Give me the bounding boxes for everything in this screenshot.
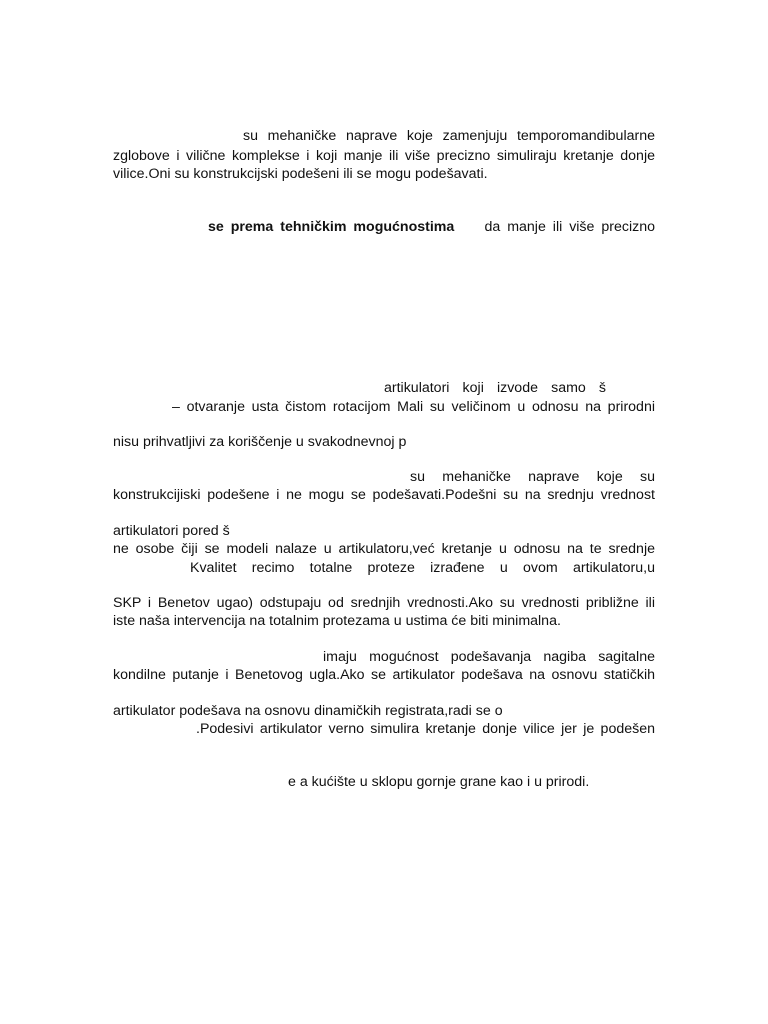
para6-line2: ne osobe čiji se modeli nalaze u artikulatoru,već kretanje u odnosu na te srednje: [113, 541, 655, 557]
para1-line2: zglobove i vilične komplekse i koji manje ili više precizno simuliraju kretanje donje: [113, 148, 655, 164]
para1-line1: su mehaničke naprave koje zamenjuju temporomandibularne: [243, 128, 655, 144]
para9-line1: artikulator podešava na osnovu dinamičkih registrata,radi se o: [113, 703, 503, 719]
para5-line2: konstrukcijiski podešene i ne mogu se podešavati.Podešni su na srednju vrednost: [113, 487, 655, 503]
para8-line1: imaju mogućnost podešavanja nagiba sagitalne: [323, 649, 655, 665]
para1-line3: vilice.Oni su konstrukcijski podešeni ili se mogu podešavati.: [113, 166, 488, 182]
para7-line2: iste naša intervencija na totalnim protezama u ustima će biti minimalna.: [113, 613, 561, 629]
para5-line1: su mehaničke naprave koje su: [410, 469, 655, 485]
para7-line1: SKP i Benetov ugao) odstupaju od srednjih vrednosti.Ako su vrednosti približne ili: [113, 595, 655, 611]
para6-line1: artikulatori pored š: [113, 523, 230, 539]
para2-bold-text: se prema tehničkim mogućnostima: [208, 219, 455, 235]
para6-line3: Kvalitet recimo totalne proteze izrađene u ovom artikulatoru,u: [190, 560, 655, 576]
para3-line1: artikulatori koji izvode samo š: [384, 380, 606, 396]
para9-line2: .Podesivi artikulator verno simulira kretanje donje vilice jer je podešen: [196, 721, 655, 737]
para4-line1: nisu prihvatljivi za koriščenje u svakodnevnoj p: [113, 434, 407, 450]
para8-line2: kondilne putanje i Benetovog ugla.Ako se artikulator podešava na osnovu statičkih: [113, 667, 655, 683]
para10-line1: e a kućište u sklopu gornje grane kao i u prirodi.: [288, 774, 590, 790]
para3-line2: – otvaranje usta čistom rotacijom Mali su veličinom u odnosu na prirodni: [172, 399, 655, 415]
para2-line1: [208, 218, 655, 236]
para2-rest-text: da manje ili više precizno: [484, 219, 655, 235]
